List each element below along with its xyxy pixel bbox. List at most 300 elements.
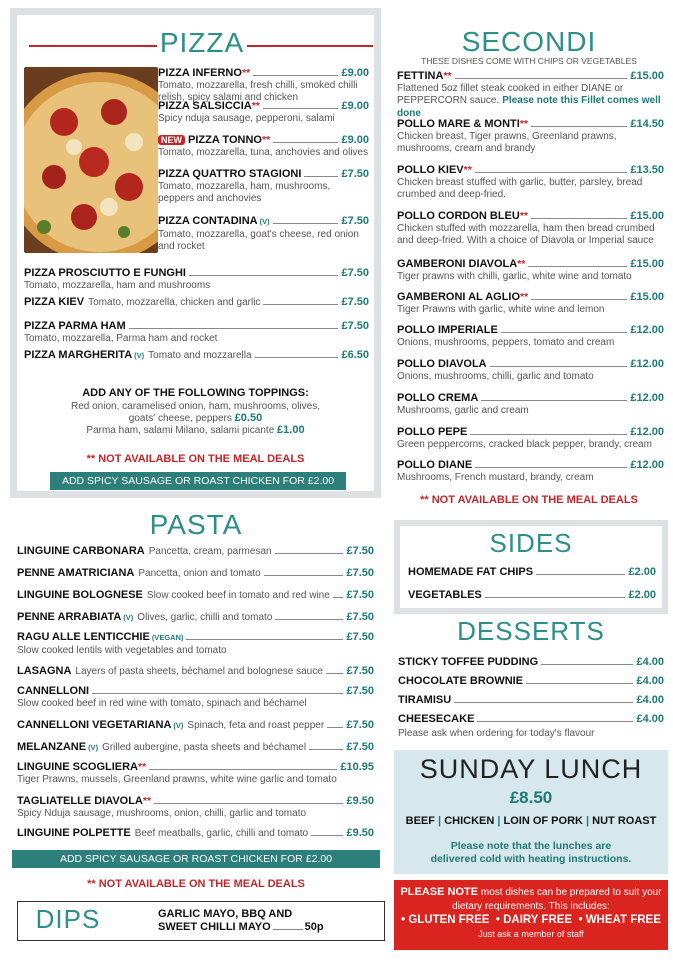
menu-item-name: PIZZA PROSCIUTTO E FUNGHI	[24, 267, 186, 279]
menu-item-name: GAMBERONI AL AGLIO	[397, 291, 521, 303]
menu-item-name-group	[408, 589, 482, 602]
leader-dots	[154, 796, 343, 804]
menu-item-desc-text: Tomato, mozzarella, Parma ham and rocket	[24, 332, 218, 344]
menu-item-price: £15.00	[630, 210, 664, 222]
menu-item-name: POLLO PEPE	[397, 426, 468, 438]
menu-item-inline-desc: Pancetta, onion and tomato	[138, 568, 261, 579]
leader-dots	[275, 546, 344, 554]
menu-item-price: £13.50	[630, 164, 664, 176]
dips-line1: GARLIC MAYO, BBQ AND	[158, 908, 293, 920]
menu-item	[158, 168, 369, 206]
diet-tag: (V)	[259, 217, 270, 226]
menu-item	[24, 320, 369, 345]
menu-item-name: STICKY TOFFEE PUDDING	[398, 656, 539, 668]
menu-item-name-group	[24, 349, 252, 363]
menu-item	[17, 567, 374, 581]
leader-dots	[304, 169, 338, 177]
menu-item-name-group	[158, 134, 270, 147]
menu-item-name: CHOCOLATE BROWNIE	[398, 675, 524, 687]
spicy-stars: **	[251, 100, 260, 112]
sunday-options	[394, 815, 668, 827]
toppings-price2: £1.00	[277, 424, 305, 436]
menu-item-name: POLLO DIANE	[397, 459, 473, 471]
leader-dots	[541, 657, 633, 665]
menu-item-row	[397, 70, 664, 83]
menu-item-desc	[397, 337, 664, 350]
menu-item-name-group	[397, 210, 528, 223]
menu-item-name-group	[17, 611, 272, 625]
menu-item-price: £7.50	[341, 215, 369, 227]
menu-item	[397, 358, 664, 383]
spicy-stars: **	[520, 291, 529, 303]
leader-dots	[528, 259, 627, 267]
menu-item-desc	[158, 113, 369, 126]
pizza-photo	[24, 67, 158, 253]
menu-item-inline-desc: Layers of pasta sheets, béchamel and bolognese sauce	[75, 666, 323, 677]
sunday-sep-2: |	[497, 815, 501, 827]
menu-item-name: HOMEMADE FAT CHIPS	[408, 566, 534, 578]
menu-item-row	[17, 545, 374, 559]
sides-inner	[400, 526, 662, 608]
menu-item-name: LASAGNA	[17, 665, 72, 677]
leader-dots	[92, 686, 343, 694]
menu-item-desc-text: Chicken stuffed with mozzarella, ham then bread crumbed and deep-fried. With a choice of Diavola or Imperial sauce	[397, 222, 655, 246]
spicy-stars: **	[142, 795, 152, 807]
menu-item-name-group	[397, 164, 472, 177]
please-note-free-list	[394, 913, 668, 928]
menu-item-name-group	[397, 291, 528, 304]
menu-item-name: CANNELLONI	[17, 685, 90, 697]
menu-item-inline-desc: Olives, garlic, chilli and tomato	[137, 612, 273, 623]
sunday-title: SUNDAY LUNCH	[419, 754, 643, 784]
menu-item-desc-text: Tomato, mozzarella, tuna, anchovies and olives	[158, 146, 369, 158]
menu-item-price: £7.50	[341, 168, 369, 180]
menu-item-name-group	[24, 267, 186, 280]
spicy-stars: **	[241, 67, 251, 79]
leader-dots	[149, 762, 337, 770]
menu-item-inline-desc: Beef meatballs, garlic, chilli and tomato	[134, 828, 309, 839]
menu-item-price: £15.00	[630, 70, 664, 82]
menu-item-row	[397, 358, 664, 371]
leader-dots	[475, 460, 627, 468]
menu-item-row	[408, 566, 656, 579]
menu-item-desc	[17, 808, 374, 821]
menu-item-name: PIZZA KIEV	[24, 296, 85, 308]
toppings-price1: £0.50	[234, 412, 263, 424]
menu-item-desc	[17, 645, 374, 658]
menu-item-name-group	[398, 675, 523, 688]
menu-item-name-group	[158, 215, 270, 229]
menu-item-price: £9.50	[346, 795, 374, 807]
menu-item-desc-text: Tomato, mozzarella, ham and mushrooms	[24, 279, 211, 291]
menu-item-desc-text: Slow cooked lentils with vegetables and tomato	[17, 644, 227, 656]
leader-dots	[485, 590, 626, 598]
secondi-not-available: ** NOT AVAILABLE ON THE MEAL DEALS	[420, 494, 638, 506]
desserts-title: DESSERTS	[457, 616, 605, 646]
menu-item-name: CANNELLONI VEGETARIANA	[17, 719, 172, 731]
dips-title: DIPS	[35, 904, 101, 934]
menu-item-price: £15.00	[630, 258, 664, 270]
title-rule-left	[29, 45, 157, 47]
menu-item-inline-desc: Tomato and mozzarella	[148, 350, 252, 361]
diet-tag: (VEGAN)	[151, 633, 184, 642]
menu-item	[398, 656, 664, 669]
leader-dots	[275, 612, 343, 620]
sunday-note-line1: Please note that the lunches are	[450, 840, 612, 852]
menu-item-name: MELANZANE	[17, 741, 87, 753]
menu-item	[398, 675, 664, 688]
leader-dots	[470, 427, 627, 435]
menu-item-desc-text: Chicken breast, Tiger prawns, Greenland prawns, mushrooms, cream and brandy	[397, 130, 617, 154]
menu-item	[408, 566, 656, 579]
menu-item-name: CHEESECAKE	[398, 713, 475, 725]
menu-item-name-group	[397, 258, 525, 271]
menu-item	[17, 665, 374, 679]
menu-item-price: £9.00	[341, 134, 369, 146]
menu-item-name-group	[24, 296, 260, 310]
secondi-section	[390, 8, 668, 508]
leader-dots	[255, 350, 339, 358]
menu-item-desc	[158, 147, 369, 160]
menu-item-name: PENNE AMATRICIANA	[17, 567, 135, 579]
menu-item-price: £10.95	[340, 761, 374, 773]
menu-item-price: £7.50	[346, 589, 374, 601]
leader-dots	[189, 268, 339, 276]
menu-item-price: £12.00	[630, 358, 664, 370]
leader-dots	[273, 216, 339, 224]
diet-tag: (V)	[88, 743, 99, 752]
leader-dots	[263, 297, 338, 305]
menu-item-row	[158, 215, 369, 229]
menu-item	[158, 100, 369, 125]
menu-item-desc	[397, 472, 664, 485]
pizza-panel-inner	[17, 15, 374, 491]
pasta-not-available: ** NOT AVAILABLE ON THE MEAL DEALS	[87, 878, 305, 890]
menu-item-desc	[24, 333, 369, 346]
menu-item	[397, 118, 664, 156]
menu-item-price: £12.00	[630, 392, 664, 404]
menu-item-name-group	[397, 459, 472, 472]
menu-item-desc-text: Tiger prawns with chilli, garlic, white wine and tomato	[397, 270, 632, 282]
menu-item	[158, 134, 369, 159]
menu-item-name: POLLO CREMA	[397, 392, 479, 404]
dips-box	[17, 901, 385, 941]
sunday-option-chicken: CHICKEN	[444, 815, 495, 827]
menu-item-price: £2.00	[628, 566, 656, 578]
menu-item-desc	[397, 439, 664, 452]
menu-item-name: VEGETABLES	[408, 589, 482, 601]
menu-item-name: PIZZA MARGHERITA	[24, 349, 133, 361]
menu-item-row	[17, 611, 374, 625]
menu-item	[24, 296, 369, 310]
menu-item-price: £2.00	[628, 589, 656, 601]
menu-item-desc	[397, 304, 664, 317]
menu-item	[397, 392, 664, 417]
please-note-title: PLEASE NOTE	[400, 886, 479, 898]
sunday-lunch-panel	[394, 750, 668, 874]
menu-item-desc	[397, 271, 664, 284]
menu-item-desc-text: Tomato, mozzarella, ham, mushrooms, peppers and anchovies	[158, 180, 331, 204]
gluten-free: • GLUTEN FREE	[401, 914, 490, 926]
spicy-stars: **	[138, 761, 147, 773]
sunday-price: £8.50	[509, 788, 553, 807]
menu-item-name: POLLO CORDON BLEU	[397, 210, 520, 222]
menu-item-row	[158, 67, 369, 80]
leader-dots	[526, 676, 633, 684]
menu-item-name-group	[398, 713, 474, 726]
menu-item-row	[397, 258, 664, 271]
diet-tag: (V)	[173, 721, 184, 730]
menu-item-price: £4.00	[636, 656, 664, 668]
menu-item-price: £7.50	[346, 741, 374, 753]
menu-item-desc-text: Onions, mushrooms, chilli, garlic and tomato	[397, 370, 594, 382]
menu-item-row	[17, 795, 374, 808]
menu-item-desc-text: Slow cooked beef in red wine with tomato, spinach and béchamel	[17, 697, 307, 709]
menu-item-row	[397, 324, 664, 337]
menu-item-price: £4.00	[636, 694, 664, 706]
menu-item-row	[397, 118, 664, 131]
menu-item-desc-text: Tomato, mozzarella, fresh chilli, smoked chilli relish, spicy salami and chicken	[158, 79, 358, 103]
secondi-title: SECONDI	[461, 26, 597, 57]
secondi-subtitle: THESE DISHES COME WITH CHIPS OR VEGETABLES	[421, 56, 637, 66]
menu-item	[397, 210, 664, 248]
menu-item-name-group	[397, 426, 467, 439]
menu-item	[24, 267, 369, 292]
menu-item-name: POLLO DIAVOLA	[397, 358, 487, 370]
menu-item-name-group	[397, 118, 528, 131]
desserts-note: Please ask when ordering for today's flavour	[398, 728, 595, 739]
menu-item-name-group	[397, 324, 498, 337]
pasta-add-bar: ADD SPICY SAUSAGE OR ROAST CHICKEN FOR £2.00	[12, 850, 380, 868]
menu-item	[17, 685, 374, 710]
menu-item-price: £7.50	[346, 665, 374, 677]
menu-item-name: POLLO KIEV	[397, 164, 464, 176]
menu-item-name: PIZZA INFERNO	[158, 67, 242, 79]
menu-item-inline-desc: Grilled aubergine, pasta sheets and béchamel	[102, 742, 307, 753]
menu-item-desc-text: Tiger Prawns, mussels, Greenland prawns, white wine garlic and tomato	[17, 773, 337, 785]
leader-dots	[264, 568, 344, 576]
menu-item	[398, 713, 664, 726]
menu-item-price: £9.50	[346, 827, 374, 839]
menu-item-name-group	[17, 685, 89, 698]
menu-item-row	[397, 392, 664, 405]
menu-item	[17, 611, 374, 625]
menu-item	[17, 719, 374, 733]
menu-item-name-group	[408, 566, 533, 579]
menu-item-desc-text: Flattened 5oz fillet steak cooked in either DIANE or PEPPERCORN sauce.	[397, 82, 624, 106]
menu-item-name: GAMBERONI DIAVOLA	[397, 258, 518, 270]
pasta-section	[10, 505, 382, 900]
spicy-stars: **	[519, 118, 529, 130]
menu-item	[158, 67, 369, 105]
menu-item	[17, 545, 374, 559]
menu-item-desc	[158, 229, 369, 254]
diet-tag: (V)	[134, 351, 145, 360]
pizza-title: PIZZA	[159, 27, 245, 58]
menu-item-name-group	[158, 168, 301, 181]
menu-item-name-group	[17, 827, 308, 841]
menu-item-name: LINGUINE CARBONARA	[17, 545, 145, 557]
please-note-line3: Just ask a member of staff	[478, 929, 584, 939]
menu-item-name-group	[17, 761, 146, 774]
menu-item	[397, 426, 664, 451]
leader-dots	[186, 632, 343, 640]
pizza-panel	[10, 8, 381, 498]
menu-item-desc	[158, 181, 369, 206]
menu-item-row	[17, 827, 374, 841]
leader-dots	[501, 325, 628, 333]
menu-item-desc-text: Green peppercorns, cracked black pepper, brandy, cream	[397, 438, 652, 450]
sunday-sep-1: |	[438, 815, 442, 827]
menu-item-desc	[397, 83, 664, 121]
menu-item-inline-desc: Spinach, feta and roast pepper	[187, 720, 325, 731]
menu-item-row	[397, 210, 664, 223]
menu-item-name-group	[17, 631, 183, 645]
menu-item-price: £9.00	[341, 100, 369, 112]
menu-item	[397, 70, 664, 120]
menu-item-name-group	[17, 545, 272, 559]
menu-item-name: PIZZA SALSICCIA	[158, 100, 252, 112]
toppings-line2: goats' cheese, peppers	[128, 413, 232, 424]
menu-item	[397, 291, 664, 316]
menu-item-desc	[397, 131, 664, 156]
menu-item	[17, 827, 374, 841]
menu-item-price: £7.50	[346, 611, 374, 623]
title-rule-right	[247, 45, 373, 47]
menu-item-row	[24, 349, 369, 363]
menu-item-row	[17, 567, 374, 581]
menu-item-name: TAGLIATELLE DIAVOLA	[17, 795, 143, 807]
new-badge: NEW	[158, 135, 185, 145]
toppings-line1: Red onion, caramelised onion, ham, mushrooms, olives,	[70, 401, 320, 412]
sunday-option-nut-roast: NUT ROAST	[592, 815, 657, 827]
leader-dots	[490, 359, 628, 367]
menu-item	[397, 258, 664, 283]
wheat-free: • WHEAT FREE	[578, 914, 661, 926]
leader-dots	[481, 393, 627, 401]
menu-item-name-group	[397, 392, 478, 405]
menu-item-desc-text: Onions, mushrooms, peppers, tomato and cream	[397, 336, 615, 348]
leader-dots	[333, 590, 344, 598]
sides-panel	[394, 520, 668, 614]
menu-item-desc	[24, 280, 369, 293]
menu-item-name-group	[24, 320, 126, 333]
please-note-line1-wrap	[394, 885, 668, 900]
menu-item	[158, 215, 369, 254]
menu-item	[398, 694, 664, 707]
menu-item-row	[17, 761, 374, 774]
menu-item-price: £7.50	[346, 719, 374, 731]
toppings-line3: Parma ham, salami Milano, salami picante	[86, 425, 275, 436]
leader-dots	[309, 742, 343, 750]
menu-item-row	[24, 320, 369, 333]
menu-item-name-group	[398, 656, 538, 669]
leader-dots	[477, 714, 633, 722]
menu-item-price: £7.50	[341, 320, 369, 332]
leader-dots	[536, 567, 625, 575]
menu-item-name-group	[17, 719, 324, 733]
menu-item-name: POLLO IMPERIALE	[397, 324, 498, 336]
leader-dots	[455, 71, 628, 79]
menu-item-desc-text: Tiger Prawns with garlic, white wine and lemon	[397, 303, 605, 315]
please-note-line1: most dishes can be prepared to suit your	[480, 887, 662, 898]
menu-item	[17, 795, 374, 820]
toppings-title: ADD ANY OF THE FOLLOWING TOPPINGS:	[82, 387, 309, 399]
menu-item-price: £7.50	[341, 296, 369, 308]
menu-item-row	[17, 719, 374, 733]
leader-dots	[475, 165, 628, 173]
menu-item-desc-text: Mushrooms, French mustard, brandy, cream	[397, 471, 594, 483]
sides-title: SIDES	[489, 528, 573, 558]
menu-item	[397, 324, 664, 349]
diet-tag: (V)	[123, 613, 134, 622]
menu-item-desc-text: Tomato, mozzarella, goat's cheese, red onion and rocket	[158, 228, 359, 252]
menu-item-row	[397, 291, 664, 304]
sunday-option-pork: LOIN OF PORK	[503, 815, 583, 827]
menu-item-name-group	[17, 567, 261, 581]
menu-item-desc-text: Spicy Nduja sausage, mushrooms, onion, chilli, garlic and tomato	[17, 807, 307, 819]
menu-item-row	[158, 134, 369, 147]
menu-item-name: PIZZA CONTADINA	[158, 215, 258, 227]
toppings-block	[17, 387, 374, 436]
menu-item-price: £12.00	[630, 426, 664, 438]
menu-item-price: £6.50	[341, 349, 369, 361]
spicy-stars: **	[443, 70, 452, 82]
menu-item-name: LINGUINE BOLOGNESE	[17, 589, 143, 601]
menu-item-desc	[397, 405, 664, 418]
menu-item-price: £15.00	[630, 291, 664, 303]
menu-item	[17, 631, 374, 657]
please-note-panel	[394, 880, 668, 950]
sunday-note	[394, 840, 668, 866]
desserts-section	[394, 616, 668, 746]
menu-item	[397, 459, 664, 484]
leader-dots	[311, 828, 343, 836]
menu-item-price: £14.50	[630, 118, 664, 130]
menu-item-name: LINGUINE POLPETTE	[17, 827, 131, 839]
menu-item-desc	[17, 774, 374, 787]
menu-item-inline-desc: Pancetta, cream, parmesan	[148, 546, 272, 557]
menu-item	[24, 349, 369, 363]
dairy-free: • DAIRY FREE	[495, 914, 573, 926]
spicy-stars: **	[519, 210, 529, 222]
menu-item-row	[398, 694, 664, 707]
menu-item-inline-desc: Slow cooked beef in tomato and red wine	[146, 590, 330, 601]
menu-item-row	[24, 296, 369, 310]
menu-item-row	[17, 589, 374, 603]
menu-item-price: £4.00	[636, 713, 664, 725]
dips-text	[158, 908, 324, 934]
menu-item-name-group	[17, 589, 330, 603]
menu-item-name-group	[398, 694, 451, 707]
menu-item-name: PIZZA QUATTRO STAGIONI	[158, 168, 302, 180]
leader-dots	[531, 292, 627, 300]
sunday-sep-3: |	[586, 815, 590, 827]
menu-item-name-group	[17, 795, 151, 808]
sunday-option-beef: BEEF	[405, 815, 435, 827]
menu-item-price: £7.50	[346, 631, 374, 643]
menu-item-name: PIZZA TONNO	[188, 134, 262, 146]
pizza-add-bar: ADD SPICY SAUSAGE OR ROAST CHICKEN FOR £2.00	[50, 472, 346, 490]
menu-item-desc-text: Chicken breast stuffed with garlic, butter, parsley, bread crumbed and deep-fried.	[397, 176, 643, 200]
dips-price: 50p	[304, 921, 324, 933]
menu-item-name-group	[397, 358, 487, 371]
menu-item	[408, 589, 656, 602]
menu-item-price: £9.00	[341, 67, 369, 79]
menu-item-desc	[17, 698, 374, 711]
menu-item-price: £7.50	[346, 685, 374, 697]
menu-item	[17, 761, 374, 786]
